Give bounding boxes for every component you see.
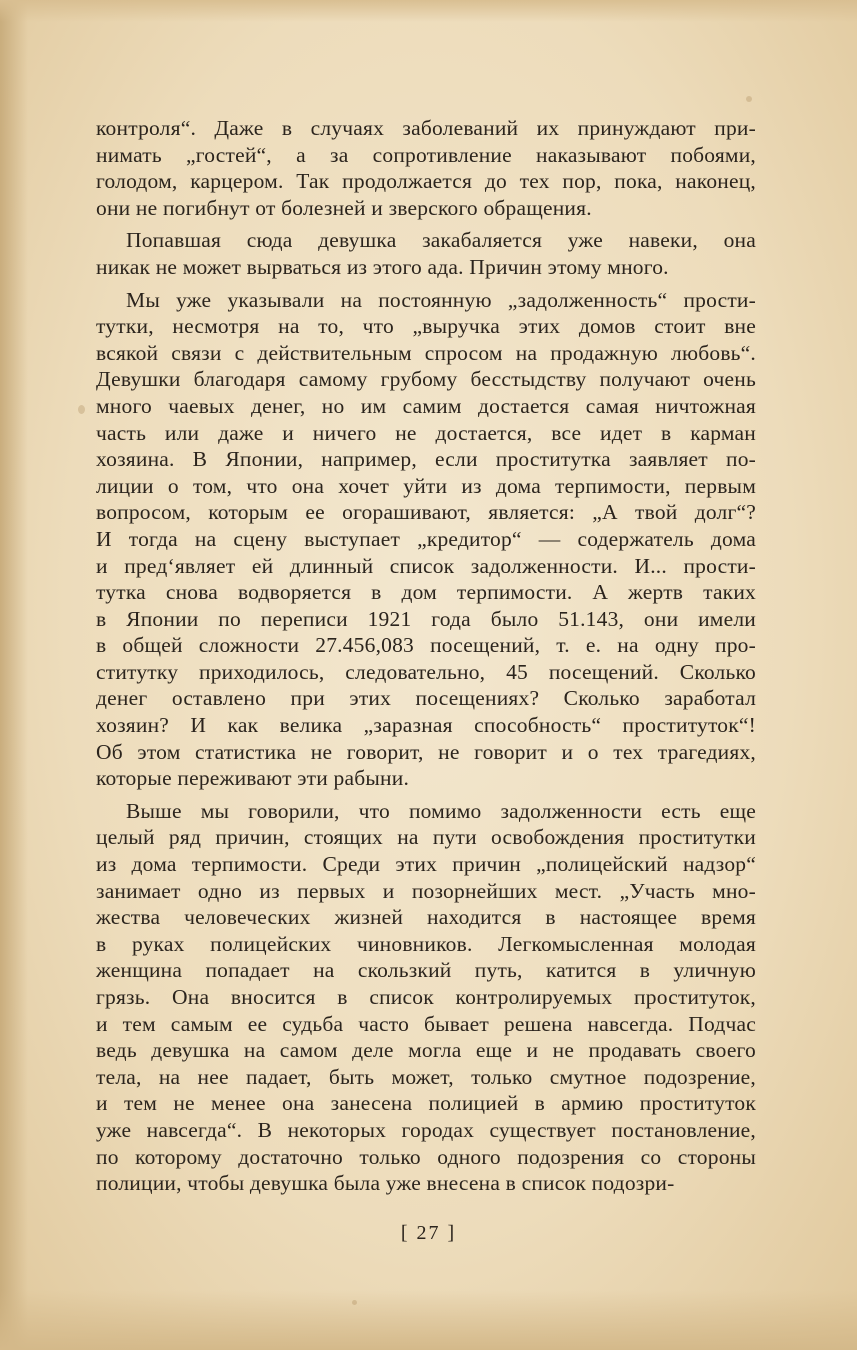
text-line: хозяина. В Японии, например, если проститутка заявляет по- xyxy=(96,447,756,472)
body-text xyxy=(96,115,756,1197)
text-line: тутки, несмотря на то, что „выручка этих домов стоит вне xyxy=(96,314,756,339)
text-line: и пред‘являет ей длинный список задолженности. И... прости- xyxy=(96,553,756,578)
text-line: Попавшая сюда девушка закабаляется уже навеки, она xyxy=(126,228,756,253)
text-line: И тогда на сцену выступает „кредитор“ — содержатель дома xyxy=(96,526,756,551)
text-line: по которому достаточно только одного подозрения со стороны xyxy=(96,1144,756,1169)
text-line: нимать „гостей“, а за сопротивление наказывают побоями, xyxy=(96,142,756,167)
text-line: целый ряд причин, стоящих на пути освобождения проститутки xyxy=(96,825,756,850)
text-line: в общей сложности 27.456,083 посещений, т. е. на одну про- xyxy=(96,633,756,658)
text-line: они не погибнут от болезней и зверского обращения. xyxy=(96,195,592,220)
text-line: в Японии по переписи 1921 года было 51.143, они имели xyxy=(96,606,756,631)
text-line: жества человеческих жизней находится в настоящее время xyxy=(96,905,756,930)
text-line: вопросом, которым ее огорашивают, является: „А твой долг“? xyxy=(96,500,756,525)
text-line: голодом, карцером. Так продолжается до тех пор, пока, наконец, xyxy=(96,169,756,194)
text-line: часть или даже и ничего не достается, все идет в карман xyxy=(96,420,756,445)
text-line: Об этом статистика не говорит, не говорит и о тех трагедиях, xyxy=(96,739,756,764)
page-edge-shadow-top xyxy=(0,0,857,22)
paper-stain xyxy=(78,405,85,414)
page-number: [ 27 ] xyxy=(400,1222,457,1244)
text-line: Мы уже указывали на постоянную „задолженность“ прости- xyxy=(126,287,756,312)
page-edge-shadow-left xyxy=(0,0,28,1350)
text-line: грязь. Она вносится в список контролируемых проституток, xyxy=(96,985,756,1009)
paragraph xyxy=(96,798,756,1197)
text-line: много чаевых денег, но им самим достается самая ничтожная xyxy=(96,393,756,418)
text-line: ститутку приходилось, следовательно, 45 посещений. Сколько xyxy=(96,659,756,684)
text-line: Выше мы говорили, что помимо задолженности есть еще xyxy=(126,798,756,823)
text-line: полиции, чтобы девушка была уже внесена в список подозри- xyxy=(96,1171,675,1196)
page-edge-shadow-bottom xyxy=(0,1290,857,1350)
text-line: занимает одно из первых и позорнейших мест. „Участь мно- xyxy=(96,878,756,903)
text-line: тутка снова водворяется в дом терпимости. А жертв таких xyxy=(96,580,756,605)
paragraph xyxy=(96,287,756,792)
paper-stain xyxy=(352,1300,357,1305)
text-line: женщина попадает на скользкий путь, катится в уличную xyxy=(96,958,756,983)
text-line: и тем самым ее судьба часто бывает решена навсегда. Подчас xyxy=(96,1011,756,1036)
text-line: и тем не менее она занесена полицией в армию проституток xyxy=(96,1091,756,1116)
text-line: Девушки благодаря самому грубому бесстыдству получают очень xyxy=(96,367,756,392)
text-line: тела, на нее падает, быть может, только смутное подозрение, xyxy=(96,1064,756,1089)
paper-stain xyxy=(746,96,752,102)
text-line: никак не может вырваться из этого ада. Причин этому много. xyxy=(96,254,669,279)
text-line: контроля“. Даже в случаях заболеваний их принуждают при- xyxy=(96,116,756,140)
text-line: ведь девушка на самом деле могла еще и не продавать своего xyxy=(96,1038,756,1063)
paragraph xyxy=(96,115,756,221)
text-line: лиции о том, что она хочет уйти из дома терпимости, первым xyxy=(96,473,756,498)
text-line: из дома терпимости. Среди этих причин „полицейский надзор“ xyxy=(96,852,756,877)
text-line: хозяин? И как велика „заразная способность“ проституток“! xyxy=(96,713,756,738)
text-line: всякой связи с действительным спросом на продажную любовь“. xyxy=(96,340,756,365)
text-line: уже навсегда“. В некоторых городах существует постановление, xyxy=(96,1117,756,1142)
paragraph xyxy=(96,227,756,280)
text-line: в руках полицейских чиновников. Легкомысленная молодая xyxy=(96,931,756,956)
text-line: денег оставлено при этих посещениях? Сколько заработал xyxy=(96,686,756,711)
text-line: которые переживают эти рабыни. xyxy=(96,766,410,791)
